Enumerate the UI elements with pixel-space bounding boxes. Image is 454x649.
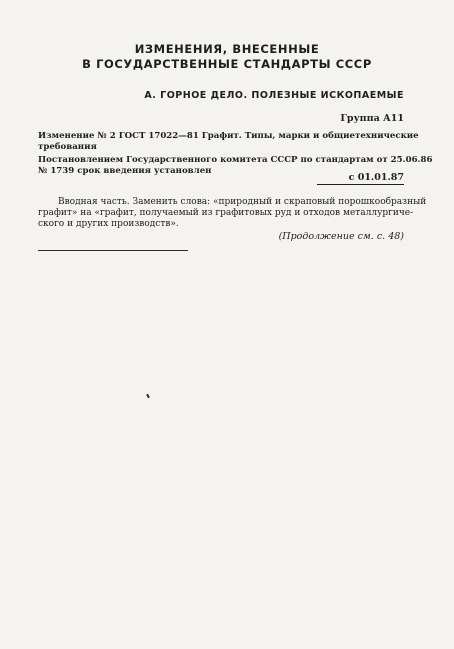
amendment-title-end: технические bbox=[355, 131, 419, 141]
section-heading: А. ГОРНОЕ ДЕЛО. ПОЛЕЗНЫЕ ИСКОПАЕМЫЕ bbox=[144, 90, 404, 101]
print-speck bbox=[146, 394, 150, 398]
document-title-line-1: ИЗМЕНЕНИЯ, ВНЕСЕННЫЕ bbox=[134, 42, 320, 56]
effective-date: с 01.01.87 bbox=[317, 172, 404, 185]
body-line-2: графит» на «графит, получаемый из графитовых руд и отходов металлургиче- bbox=[38, 208, 414, 218]
decree-line-1: Постановлением Государственного комитета СССР по стандартам от 25.06.86 bbox=[38, 155, 433, 165]
footnote-rule bbox=[38, 250, 188, 251]
document-title-line-2: В ГОСУДАРСТВЕННЫЕ СТАНДАРТЫ СССР bbox=[82, 57, 372, 71]
continuation-note: (Продолжение см. с. 48) bbox=[278, 231, 404, 242]
amendment-title-main: Изменение № 2 ГОСТ 17022—81 Графит. Типы, марки и общие bbox=[38, 131, 355, 141]
amendment-title-line-1 bbox=[38, 131, 419, 142]
body-line-1: Вводная часть. Заменить слова: «природный и скраповый порошкообразный bbox=[58, 197, 427, 207]
body-line-3: ского и других производств». bbox=[38, 219, 179, 229]
group-code: Группа А11 bbox=[340, 113, 404, 124]
amendment-title-line-2: требования bbox=[38, 142, 97, 152]
decree-line-2: № 1739 срок введения установлен bbox=[38, 166, 212, 176]
